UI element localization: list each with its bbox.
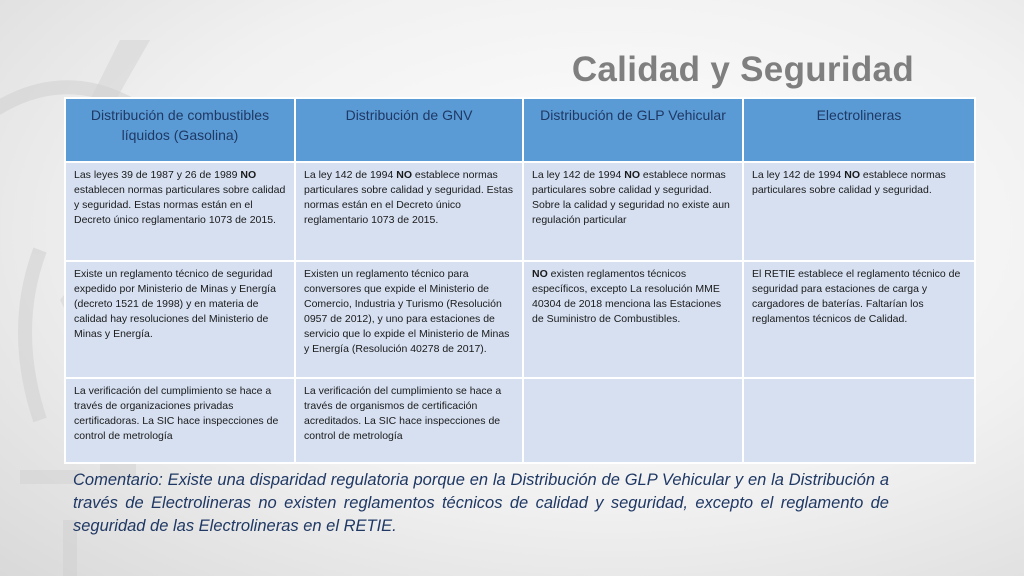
table-cell: La ley 142 de 1994 NO establece normas particulares sobre calidad y seguridad. Estas normas están en el Decreto único reglamentario 1073 de 2015. <box>295 162 523 261</box>
table-row <box>65 261 975 378</box>
table-cell: El RETIE establece el reglamento técnico de seguridad para estaciones de carga y cargadores de baterías. Faltarían los reglamentos técnicos de Calidad. <box>743 261 975 378</box>
table-row <box>65 162 975 261</box>
table-header-row <box>65 98 975 162</box>
slide-title: Calidad y Seguridad <box>571 50 914 89</box>
header-gnv: Distribución de GNV <box>295 98 523 162</box>
header-electrolineras: Electrolineras <box>743 98 975 162</box>
table-cell: La ley 142 de 1994 NO establece normas particulares sobre calidad y seguridad. Sobre la calidad y seguridad no existe aun regulación particular <box>523 162 743 261</box>
comparison-table <box>64 97 976 464</box>
table-cell: Las leyes 39 de 1987 y 26 de 1989 NO establecen normas particulares sobre calidad y seguridad. Estas normas están en el Decreto único reglamentario 1073 de 2015. <box>65 162 295 261</box>
table-cell: La ley 142 de 1994 NO establece normas particulares sobre calidad y seguridad. <box>743 162 975 261</box>
header-glp: Distribución de GLP Vehicular <box>523 98 743 162</box>
table-cell: La verificación del cumplimiento se hace a través de organismos de certificación acreditados. La SIC hace inspecciones de control de metrología <box>295 378 523 463</box>
table-row <box>65 378 975 463</box>
table-cell <box>523 378 743 463</box>
table-cell: Existe un reglamento técnico de seguridad expedido por Ministerio de Minas y Energía (decreto 1521 de 1998) y en materia de calidad hay resoluciones del Ministerio de Minas y Energía. <box>65 261 295 378</box>
table-cell <box>743 378 975 463</box>
table-cell: Existen un reglamento técnico para conversores que expide el Ministerio de Comercio, Industria y Turismo (Resolución 0957 de 2012), y uno para estaciones de servicio que lo expide el Ministerio de Minas y Energía (Resolución 40278 de 2017). <box>295 261 523 378</box>
table-cell: NO existen reglamentos técnicos específicos, excepto La resolución MME 40304 de 2018 menciona las Estaciones de Suministro de Combustibles. <box>523 261 743 378</box>
table-cell: La verificación del cumplimiento se hace a través de organizaciones privadas certificadoras. La SIC hace inspecciones de control de metrología <box>65 378 295 463</box>
comment-paragraph: Comentario: Existe una disparidad regulatoria porque en la Distribución de GLP Vehicular y en la Distribución a través de Electrolineras no existen reglamentos técnicos de calidad y seguridad, excepto el reglamento de seguridad de las Electrolineras en el RETIE. <box>73 471 889 535</box>
header-gasolina: Distribución de combustibles líquidos (Gasolina) <box>65 98 295 162</box>
